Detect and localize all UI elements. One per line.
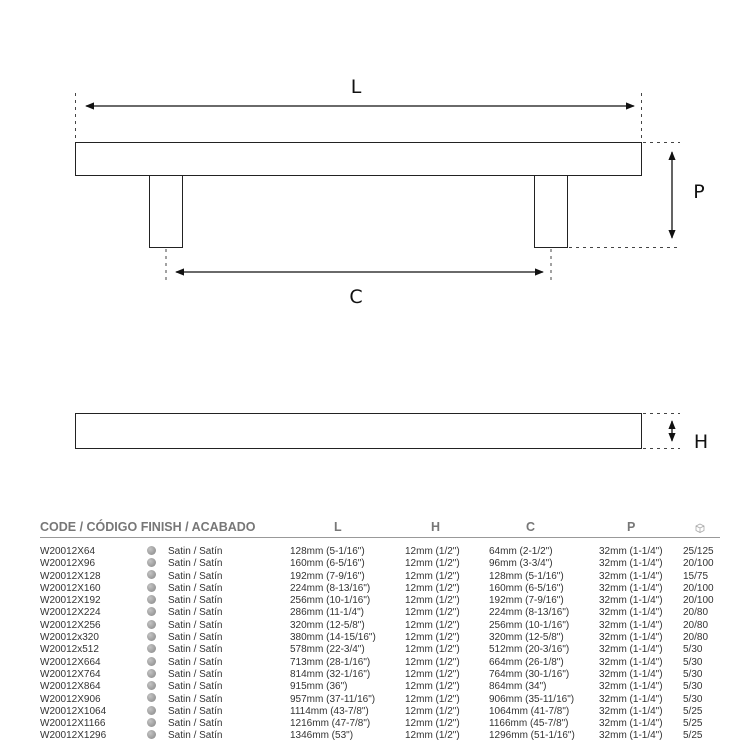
cell-h: 12mm (1/2") xyxy=(405,693,460,705)
cell-l: 286mm (11-1/4") xyxy=(290,607,364,619)
cell-p: 32mm (1-1/4") xyxy=(599,570,663,582)
header-l: L xyxy=(290,517,405,538)
cell-c: 906mm (35-11/16") xyxy=(489,693,575,705)
cell-l: 320mm (12-5/8") xyxy=(290,619,365,631)
cell-finish: Satin / Satín xyxy=(168,681,223,693)
cell-finish: Satin / Satín xyxy=(168,730,223,742)
right-post xyxy=(535,176,568,248)
dimension-l-label: L xyxy=(350,76,362,98)
cell-pack: 5/30 xyxy=(683,693,703,705)
cell-h: 12mm (1/2") xyxy=(405,718,460,730)
cell-l: 380mm (14-15/16") xyxy=(290,632,376,644)
table-row xyxy=(40,644,720,656)
table-row xyxy=(40,706,720,718)
dimension-l xyxy=(76,76,642,140)
finish-swatch xyxy=(147,681,156,690)
header-h: H xyxy=(405,517,489,538)
cell-l: 578mm (22-3/4") xyxy=(290,644,365,656)
dimension-h xyxy=(643,414,708,454)
cell-l: 915mm (36") xyxy=(290,681,348,693)
header-pack xyxy=(683,517,720,538)
cell-h: 12mm (1/2") xyxy=(405,644,460,656)
table-row xyxy=(40,681,720,693)
cell-p: 32mm (1-1/4") xyxy=(599,619,663,631)
finish-swatch xyxy=(147,632,156,641)
cell-c: 764mm (30-1/16") xyxy=(489,668,570,680)
cell-c: 192mm (7-9/16") xyxy=(489,595,564,607)
cell-h: 12mm (1/2") xyxy=(405,632,460,644)
cell-p: 32mm (1-1/4") xyxy=(599,582,663,594)
cell-p: 32mm (1-1/4") xyxy=(599,656,663,668)
cell-code-finish: W20012X864 Satin / Satín xyxy=(40,681,223,693)
cell-c: 512mm (20-3/16") xyxy=(489,644,570,656)
cell-pack: 5/30 xyxy=(683,668,703,680)
cell-c: 1296mm (51-1/16") xyxy=(489,730,575,742)
cell-p: 32mm (1-1/4") xyxy=(599,718,663,730)
handle-bar xyxy=(76,143,642,176)
cell-l: 814mm (32-1/16") xyxy=(290,668,371,680)
cell-code-finish: W20012x512 Satin / Satín xyxy=(40,644,223,656)
cell-pack: 5/25 xyxy=(683,705,703,717)
cell-finish: Satin / Satín xyxy=(168,619,223,631)
cell-c: 1166mm (45-7/8") xyxy=(489,718,569,730)
finish-swatch xyxy=(147,730,156,739)
header-p: P xyxy=(599,517,683,538)
finish-swatch xyxy=(147,558,156,567)
cell-c: 160mm (6-5/16") xyxy=(489,582,564,594)
cell-code-finish: W20012X764 Satin / Satín xyxy=(40,668,223,680)
cell-l: 713mm (28-1/16") xyxy=(290,656,371,668)
cell-l: 1216mm (47-7/8") xyxy=(290,718,371,730)
cell-code-finish: W20012X96 Satin / Satín xyxy=(40,558,223,570)
cell-l: 1346mm (53") xyxy=(290,730,354,742)
spec-table xyxy=(40,517,720,743)
left-post xyxy=(150,176,183,248)
cell-l: 128mm (5-1/16") xyxy=(290,546,365,557)
cell-pack: 5/25 xyxy=(683,730,703,742)
handle-top-view xyxy=(76,414,642,449)
cell-pack: 20/80 xyxy=(683,607,709,619)
cell-code-finish: W20012X1296 Satin / Satín xyxy=(40,730,223,742)
cell-c: 320mm (12-5/8") xyxy=(489,632,564,644)
table-row xyxy=(40,595,720,607)
cell-pack: 20/100 xyxy=(683,558,714,570)
cell-c: 64mm (2-1/2") xyxy=(489,546,553,557)
cell-code-finish: W20012X256 Satin / Satín xyxy=(40,619,223,631)
cell-finish: Satin / Satín xyxy=(168,656,223,668)
cell-finish: Satin / Satín xyxy=(168,582,223,594)
header-code-finish: CODE / CÓDIGO FINISH / ACABADO xyxy=(40,517,290,538)
handle-front-view xyxy=(76,143,642,248)
dimension-c xyxy=(166,249,551,308)
cell-p: 32mm (1-1/4") xyxy=(599,595,663,607)
table-row xyxy=(40,730,720,742)
cell-p: 32mm (1-1/4") xyxy=(599,546,663,557)
table-row xyxy=(40,669,720,681)
cell-c: 224mm (8-13/16") xyxy=(489,607,570,619)
cell-code-finish: W20012x320 Satin / Satín xyxy=(40,632,223,644)
cell-h: 12mm (1/2") xyxy=(405,607,460,619)
cell-c: 664mm (26-1/8") xyxy=(489,656,564,668)
cell-pack: 5/30 xyxy=(683,644,703,656)
cell-h: 12mm (1/2") xyxy=(405,546,460,557)
cell-l: 957mm (37-11/16") xyxy=(290,693,376,705)
cell-finish: Satin / Satín xyxy=(168,570,223,582)
cell-pack: 5/25 xyxy=(683,718,703,730)
table-row xyxy=(40,607,720,619)
cell-c: 1064mm (41-7/8") xyxy=(489,705,570,717)
finish-swatch xyxy=(147,595,156,604)
cell-p: 32mm (1-1/4") xyxy=(599,693,663,705)
cell-finish: Satin / Satín xyxy=(168,558,223,570)
table-row xyxy=(40,558,720,570)
cell-c: 864mm (34") xyxy=(489,681,547,693)
finish-swatch xyxy=(147,620,156,629)
cell-p: 32mm (1-1/4") xyxy=(599,730,663,742)
dimension-p xyxy=(569,143,705,248)
cell-finish: Satin / Satín xyxy=(168,693,223,705)
cell-h: 12mm (1/2") xyxy=(405,570,460,582)
cell-h: 12mm (1/2") xyxy=(405,668,460,680)
cell-code-finish: W20012X192 Satin / Satín xyxy=(40,595,223,607)
cell-finish: Satin / Satín xyxy=(168,546,223,557)
cell-h: 12mm (1/2") xyxy=(405,730,460,742)
cell-finish: Satin / Satín xyxy=(168,595,223,607)
cell-pack: 20/100 xyxy=(683,595,714,607)
cell-c: 256mm (10-1/16") xyxy=(489,619,570,631)
cell-l: 160mm (6-5/16") xyxy=(290,558,365,570)
table-row xyxy=(40,571,720,583)
cell-c: 96mm (3-3/4") xyxy=(489,558,553,570)
cell-h: 12mm (1/2") xyxy=(405,582,460,594)
cell-finish: Satin / Satín xyxy=(168,718,223,730)
finish-swatch xyxy=(147,718,156,727)
cell-c: 128mm (5-1/16") xyxy=(489,570,564,582)
cell-finish: Satin / Satín xyxy=(168,607,223,619)
table-header-row xyxy=(40,517,720,538)
table-row xyxy=(40,538,720,559)
cell-finish: Satin / Satín xyxy=(168,705,223,717)
cell-pack: 25/125 xyxy=(683,546,714,557)
finish-swatch xyxy=(147,607,156,616)
finish-swatch xyxy=(147,644,156,653)
cell-code-finish: W20012X1166 Satin / Satín xyxy=(40,718,223,730)
cell-code-finish: W20012X664 Satin / Satín xyxy=(40,656,223,668)
cell-l: 1114mm (43-7/8") xyxy=(290,705,369,717)
cell-code-finish: W20012X128 Satin / Satín xyxy=(40,570,223,582)
cell-h: 12mm (1/2") xyxy=(405,595,460,607)
cell-h: 12mm (1/2") xyxy=(405,558,460,570)
cell-pack: 20/80 xyxy=(683,619,709,631)
dimension-h-label: H xyxy=(693,431,709,453)
cell-finish: Satin / Satín xyxy=(168,668,223,680)
cell-p: 32mm (1-1/4") xyxy=(599,705,663,717)
cell-pack: 15/75 xyxy=(683,570,709,582)
table-row xyxy=(40,620,720,632)
cell-l: 224mm (8-13/16") xyxy=(290,582,371,594)
cell-p: 32mm (1-1/4") xyxy=(599,681,663,693)
finish-swatch xyxy=(147,669,156,678)
cell-l: 192mm (7-9/16") xyxy=(290,570,365,582)
header-c: C xyxy=(489,517,599,538)
cell-finish: Satin / Satín xyxy=(168,632,223,644)
finish-swatch xyxy=(147,546,156,555)
finish-swatch xyxy=(147,657,156,666)
dimension-p-label: P xyxy=(693,181,705,203)
cell-p: 32mm (1-1/4") xyxy=(599,558,663,570)
finish-swatch xyxy=(147,693,156,702)
cell-pack: 5/30 xyxy=(683,681,703,693)
cell-p: 32mm (1-1/4") xyxy=(599,668,663,680)
table-row xyxy=(40,694,720,706)
cell-pack: 20/100 xyxy=(683,582,714,594)
finish-swatch xyxy=(147,583,156,592)
cell-p: 32mm (1-1/4") xyxy=(599,632,663,644)
cell-code-finish: W20012X160 Satin / Satín xyxy=(40,582,223,594)
cell-l: 256mm (10-1/16") xyxy=(290,595,371,607)
finish-swatch xyxy=(147,706,156,715)
cell-finish: Satin / Satín xyxy=(168,644,223,656)
box-icon xyxy=(695,523,705,533)
dimension-c-label: C xyxy=(349,286,363,308)
cell-h: 12mm (1/2") xyxy=(405,705,460,717)
cell-pack: 20/80 xyxy=(683,632,709,644)
cell-h: 12mm (1/2") xyxy=(405,681,460,693)
cell-p: 32mm (1-1/4") xyxy=(599,607,663,619)
cell-code-finish: W20012X906 Satin / Satín xyxy=(40,693,223,705)
cell-h: 12mm (1/2") xyxy=(405,656,460,668)
cell-pack: 5/30 xyxy=(683,656,703,668)
cell-code-finish: W20012X224 Satin / Satín xyxy=(40,607,223,619)
table-row xyxy=(40,718,720,730)
table-row xyxy=(40,657,720,669)
cell-h: 12mm (1/2") xyxy=(405,619,460,631)
finish-swatch xyxy=(147,570,156,579)
cell-code-finish: W20012X64 Satin / Satín xyxy=(40,546,223,557)
table-row xyxy=(40,632,720,644)
table-row xyxy=(40,583,720,595)
cell-p: 32mm (1-1/4") xyxy=(599,644,663,656)
cell-code-finish: W20012X1064 Satin / Satín xyxy=(40,705,223,717)
